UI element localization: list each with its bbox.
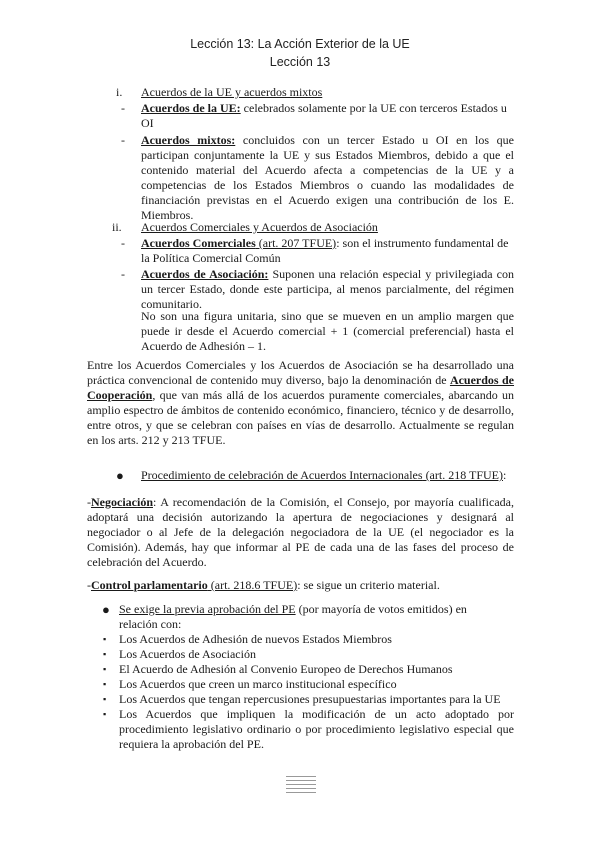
section-i-heading: Acuerdos de la UE y acuerdos mixtos	[141, 85, 323, 99]
page-subtitle: Lección 13	[269, 55, 331, 69]
item-acuerdos-ue	[141, 101, 515, 116]
control-sub-bullet	[119, 602, 514, 617]
list-item: Los Acuerdos que creen un marco institucional específico	[119, 677, 397, 691]
bullet-marker: ●	[116, 468, 124, 483]
square-bullet: ▪	[103, 634, 107, 644]
paragraph-cooperacion-after: , que van más allá de los acuerdos puramente comerciales, abarcando un amplio espectro de ámbitos de contenido económico, financiero, técnico y de desarrollo, entre otros, y que se celebran con países en vías de desarrollo. Actualmente se regulan en los arts. 212 y 213 TFUE.	[87, 388, 514, 447]
square-bullet: ▪	[103, 679, 107, 689]
item-acuerdos-comerciales-line2: la Política Comercial Común	[141, 251, 281, 265]
item-acuerdos-asociacion-rest: un tercer Estado, donde este participa, al menos parcialmente, del régimen comunitario.	[141, 282, 514, 311]
control-ref: (art. 218.6 TFUE)	[207, 578, 298, 592]
control-sub-text: (por mayoría de votos emitidos) en	[295, 602, 467, 616]
paragraph-cooperacion-bold: Acuerdos de Cooperación	[87, 373, 515, 402]
square-bullet: ▪	[103, 694, 107, 704]
procedimiento-heading-colon: :	[503, 468, 507, 482]
dash-marker: -	[121, 267, 125, 281]
procedimiento-heading-text: Procedimiento de celebración de Acuerdos Internacionales	[141, 468, 423, 482]
paragraph-cooperacion	[87, 358, 514, 448]
item-acuerdos-comerciales-text: : son el instrumento fundamental de	[336, 236, 509, 250]
procedimiento-heading	[141, 468, 506, 483]
negociacion-label: Negociación	[91, 495, 153, 509]
paragraph-negociacion	[87, 495, 514, 570]
item-acuerdos-comerciales-label: Acuerdos Comerciales	[141, 236, 256, 250]
section-ii-heading: Acuerdos Comerciales y Acuerdos de Asociación	[141, 220, 378, 234]
item-acuerdos-ue-line2: OI	[141, 116, 154, 130]
control-label: Control parlamentario	[91, 578, 208, 592]
control-dash: -	[87, 578, 91, 592]
item-acuerdos-asociacion-label: Acuerdos de Asociación:	[141, 267, 269, 281]
list-item: Los Acuerdos que tengan repercusiones presupuestarias importantes para la UE	[119, 692, 501, 706]
list-item: Los Acuerdos de Asociación	[119, 647, 256, 661]
bullet-marker: ●	[102, 602, 110, 617]
item-acuerdos-mixtos-rest: participan conjuntamente la UE y sus Estados Miembros, debido a que el contenido material del Acuerdo afecta a competencias de la UE y a competencias de los Estados Miembros o cuando las modalidades de financiación previstas en el Acuerdo exigen una contribución de los E. Miembros.	[141, 148, 514, 222]
item-acuerdos-asociacion	[141, 267, 514, 312]
control-sub-text-line2: relación con:	[119, 617, 182, 631]
item-acuerdos-ue-label: Acuerdos de la UE:	[141, 101, 241, 115]
item-acuerdos-comerciales-ref: (art. 207 TFUE)	[255, 236, 337, 250]
item-acuerdos-mixtos-label: Acuerdos mixtos:	[141, 133, 236, 147]
square-bullet: ▪	[103, 664, 107, 674]
paragraph-control	[87, 578, 440, 593]
list-item: Los Acuerdos de Adhesión de nuevos Estados Miembros	[119, 632, 392, 646]
item-acuerdos-asociacion-text: Suponen una relación especial y privilegiada con	[268, 267, 514, 281]
negociacion-text: : A recomendación de la Comisión, el Consejo, por mayoría cualificada, adoptará una decisión autorizando la apertura de negociaciones y designará al negociador o al Jefe de la delegación negociadora de la UE (el negociador es la Comisión). Además, hay que informar al PE de cada una de las fases del proceso de celebración del Acuerdo.	[87, 495, 514, 569]
control-sub-label: Se exige la previa aprobación del PE	[119, 602, 296, 616]
dash-marker: -	[121, 236, 125, 250]
item-acuerdos-asociacion-para2: No son una figura unitaria, sino que se mueven en un amplio margen que puede ir desde el Acuerdo comercial + 1 (comercial preferencial) hasta el Acuerdo de Adhesión – 1.	[141, 309, 514, 353]
dash-marker: -	[121, 101, 125, 115]
square-bullet: ▪	[103, 709, 107, 719]
dash-marker: -	[121, 133, 125, 147]
page-title: Lección 13: La Acción Exterior de la UE	[190, 37, 410, 51]
list-item: Los Acuerdos que impliquen la modificación de un acto adoptado por procedimiento legislativo ordinario o por procedimiento legislativo especial que requiera la aprobación del PE.	[119, 707, 514, 751]
section-i-number: i.	[116, 85, 123, 99]
procedimiento-heading-ref: (art. 218 TFUE)	[422, 468, 503, 482]
item-acuerdos-mixtos-text: concluidos con un tercer Estado u OI en los que	[235, 133, 515, 147]
paragraph-cooperacion-before: Entre los Acuerdos Comerciales y los Acuerdos de Asociación se ha desarrollado una práctica convencional de contenido muy diverso, bajo la denominación de	[87, 358, 514, 387]
control-text: : se sigue un criterio material.	[297, 578, 440, 592]
item-acuerdos-comerciales	[141, 236, 508, 251]
list-item: El Acuerdo de Adhesión al Convenio Europeo de Derechos Humanos	[119, 662, 453, 676]
negociacion-dash: -	[87, 495, 91, 509]
footer-watermark	[286, 776, 316, 796]
square-bullet: ▪	[103, 649, 107, 659]
item-acuerdos-ue-text: celebrados solamente por la UE con terceros Estados u	[240, 101, 507, 115]
section-ii-number: ii.	[112, 220, 122, 234]
item-acuerdos-mixtos	[141, 133, 514, 223]
